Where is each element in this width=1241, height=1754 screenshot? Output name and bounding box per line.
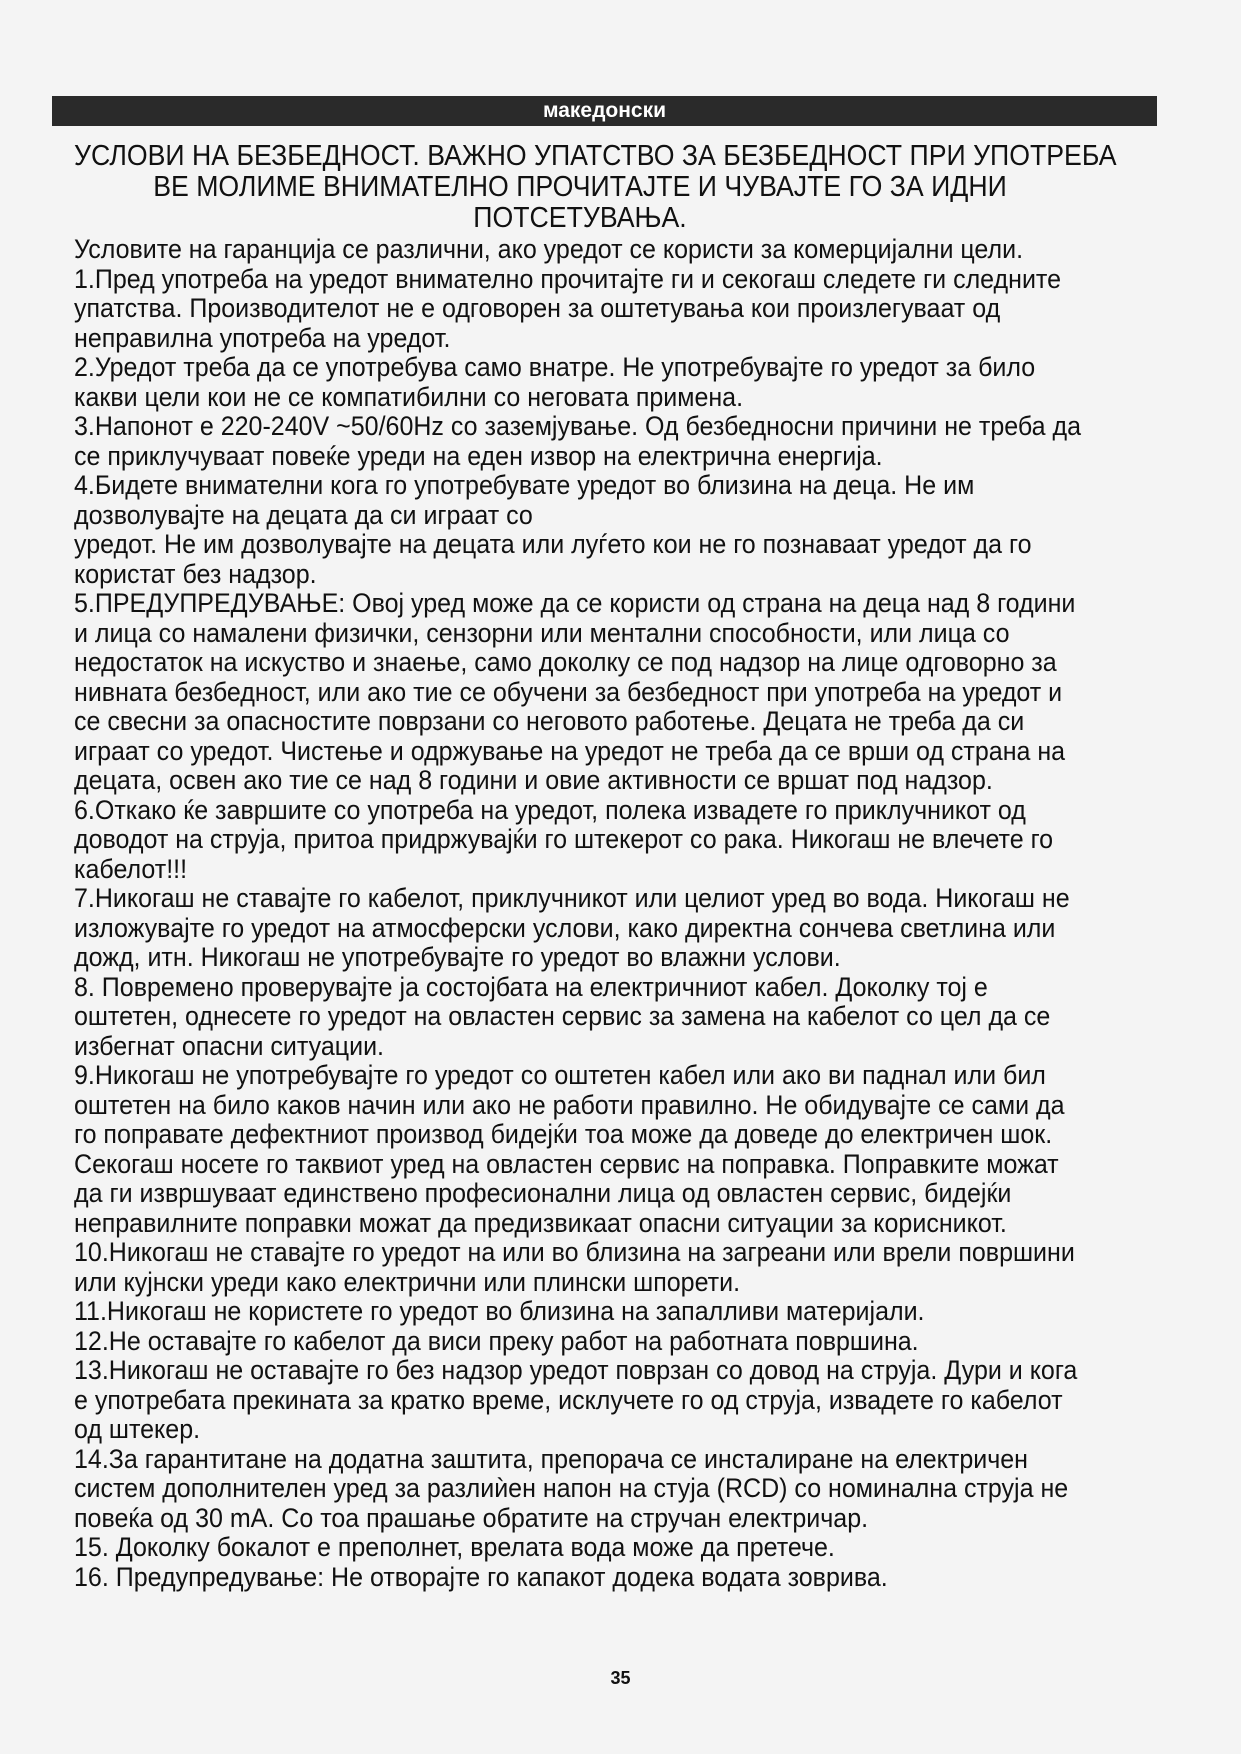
instruction-item-2: 2.Уредот треба да се употребува само внатре. Не употребувајте го уредот за било какви цели кои не се компатибилни со неговата примена. <box>74 351 1036 412</box>
instruction-item-8: 8. Повремено проверувајте ја состојбата на електричниот кабел. Доколку тој е оштетен, однесете го уредот на овластен сервис за замена на кабелот со цел да се избегнат опасни ситуации. <box>74 970 1051 1061</box>
instruction-item-11: 11.Никогаш не користете го уредот во близина на запалливи материјали. <box>74 1295 925 1326</box>
instruction-item-16: 16. Предупредување: Не отворајте го капакот додека водата зоврива. <box>74 1560 888 1592</box>
heading-line: ВЕ МОЛИМЕ ВНИМАТЕЛНО ПРОЧИТАЈТЕ И ЧУВАЈТЕ ГО ЗА ИДНИ <box>153 171 1007 203</box>
document-heading <box>74 140 1117 234</box>
language-label: македонски <box>542 99 667 122</box>
instruction-item-9: 9.Никогаш не употребувајте го уредот со оштетен кабел или ако ви паднал или бил оштетен на било каков начин или ако не работи правилно. Не обидувајте се сами да го поправате дефектниот производ бидејќи тоа може да доведе до електричен шок. Секогаш носете го таквиот уред на овластен сервис на поправка. Поправките можат да ги извршуваат единствено професионални лица од овластен сервис, бидејќи неправилните поправки можат да предизвикаат опасни ситуации за корисникот. <box>74 1059 1065 1238</box>
instructions-body <box>74 234 1086 1591</box>
instruction-item-6: 6.Откако ќе завршите со употреба на уредот, полека извадете го приклучникот од доводот на струја, притоа придржувајќи го штекерот со рака. Никогаш не влечете го кабелот!!! <box>74 793 1054 884</box>
document-content <box>74 140 1117 1592</box>
instruction-item-7: 7.Никогаш не ставајте го кабелот, приклучникот или целиот уред во вода. Никогаш не изложувајте го уредот на атмосферски услови, како директна сончева светлина или дожд, итн. Никогаш не употребувајте го уредот во влажни услови. <box>74 882 1070 972</box>
page-number: 35 <box>610 1668 631 1688</box>
language-header-bar <box>52 96 1157 126</box>
instruction-item-1: 1.Пред употреба на уредот внимателно прочитајте ги и секогаш следете ги следните упатства. Производителот не е одговорен за оштетувања кои произлегуваат од неправилна употреба на уредот. <box>74 262 1062 353</box>
heading-line: ПОТСЕТУВАЊА. <box>473 202 687 234</box>
instruction-item-4-continued: уредот. Не им дозволувајте на децата или луѓето кои не го познаваат уредот да го користат без надзор. <box>74 528 1032 589</box>
warranty-paragraph: Условите на гаранција се различни, ако уредот се користи за комерцијални цели. <box>74 233 1024 264</box>
instruction-item-13: 13.Никогаш не оставајте го без надзор уредот поврзан со довод на струја. Дури и кога е употребата прекината за кратко време, исклучете го од струја, извадете го кабелот од штекер. <box>74 1354 1078 1444</box>
instruction-item-12: 12.Не оставајте го кабелот да виси преку работ на работната површина. <box>74 1324 919 1356</box>
instruction-item-5: 5.ПРЕДУПРЕДУВАЊЕ: Овој уред може да се користи од страна на деца над 8 години и лица со намалени физички, сензорни или ментални способности, или лица со недостаток на искуство и знаење, само доколку се под надзор на лице одговорно за нивната безбедност, или ако тие се обучени за безбедност при употреба на уредот и се свесни за опасностите поврзани со неговото работење. Децата не треба да си играат со уредот. Чистење и одржување на уредот не треба да се врши од страна на децата, освен ако тие се над 8 години и овие активности се вршат под надзор. <box>74 587 1076 795</box>
instruction-item-4: 4.Бидете внимателни кога го употребувате уредот во близина на деца. Не им дозволувајте на децата да си играат со <box>74 469 975 530</box>
instruction-item-14: 14.За гарантитане на додатна заштита, препорача се инсталиране на електричен систем дополнителен уред за разлиѝен напон на стуја (RCD) со номинална струја не повеќа од 30 mA. Со тоа прашање обратите на стручан електричар. <box>74 1442 1069 1533</box>
instruction-item-15: 15. Доколку бокалот е преполнет, врелата вода може да претече. <box>74 1531 835 1562</box>
instruction-item-3: 3.Напонот е 220-240V ~50/60Hz со заземјување. Од безбедносни причини не треба да се приклучуваат повеќе уреди на еден извор на електрична енергија. <box>74 410 1081 471</box>
instruction-item-10: 10.Никогаш не ставајте го уредот на или во близина на загреани или врели површини или кујнски уреди како електрични или плински шпорети. <box>74 1236 1075 1297</box>
heading-line: УСЛОВИ НА БЕЗБЕДНОСТ. ВАЖНО УПАТСТВО ЗА БЕЗБЕДНОСТ ПРИ УПОТРЕБА <box>74 140 1117 172</box>
